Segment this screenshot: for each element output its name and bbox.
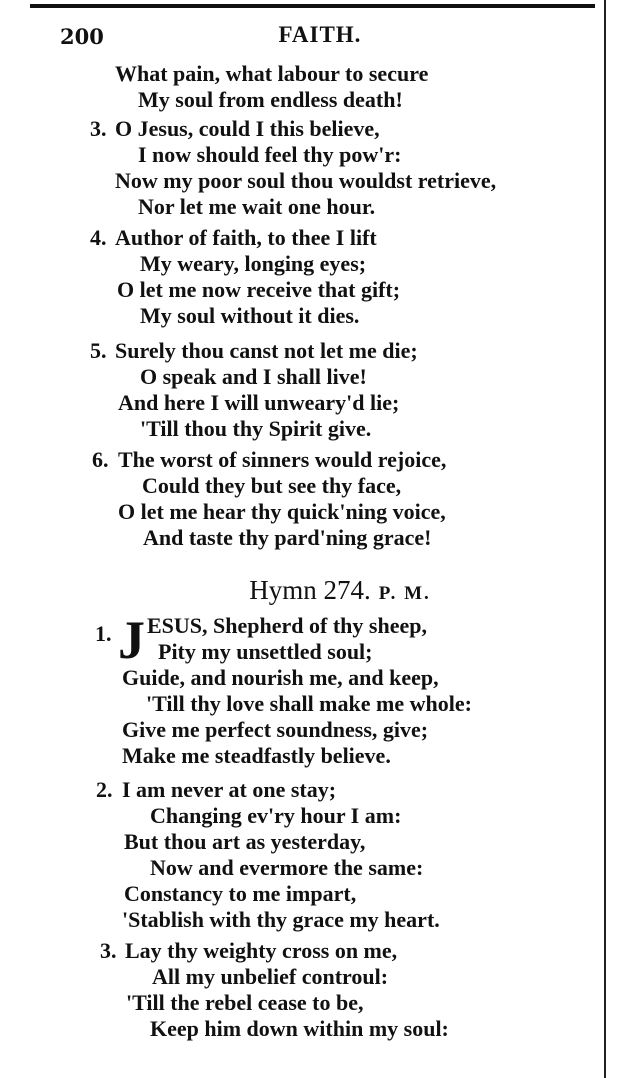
hymn-meter: P. M.: [378, 583, 431, 604]
verse-line: 'Till thy love shall make me whole:: [146, 691, 472, 716]
verse-line: What pain, what labour to secure: [115, 61, 429, 86]
verse-line: I now should feel thy pow'r:: [138, 142, 402, 167]
verse-line: Now my poor soul thou wouldst retrieve,: [115, 168, 497, 193]
drop-cap: J: [118, 610, 145, 670]
stanza-number: 5.: [90, 338, 107, 363]
verse-line: Pity my unsettled soul;: [158, 639, 373, 664]
stanza-number: 1.: [95, 621, 112, 646]
verse-line: But thou art as yesterday,: [124, 829, 366, 854]
verse-line: The worst of sinners would rejoice,: [118, 447, 447, 472]
verse-line: 'Till the rebel cease to be,: [126, 990, 364, 1015]
stanza-number: 3.: [100, 938, 117, 963]
verse-line: ESUS, Shepherd of thy sheep,: [147, 613, 427, 638]
page-edge-top: [30, 4, 595, 8]
verse-line: 'Till thou thy Spirit give.: [140, 416, 372, 441]
verse-line: Changing ev'ry hour I am:: [150, 803, 402, 828]
verse-line: Constancy to me impart,: [124, 881, 357, 906]
verse-line: Give me perfect soundness, give;: [122, 717, 429, 742]
stanza-number: 2.: [96, 777, 113, 802]
verse-line: My soul from endless death!: [138, 87, 403, 112]
hymn-title: [0, 575, 640, 609]
verse-line: Keep him down within my soul:: [150, 1016, 449, 1041]
verse-line: And here I will unweary'd lie;: [118, 390, 400, 415]
verse-line: Nor let me wait one hour.: [138, 194, 376, 219]
stanza-number: 3.: [90, 116, 107, 141]
verse-line: O let me now receive that gift;: [117, 277, 401, 302]
verse-line: Could they but see thy face,: [142, 473, 402, 498]
verse-line: Now and evermore the same:: [150, 855, 424, 880]
running-title: FAITH.: [278, 22, 362, 47]
verse-line: Author of faith, to thee I lift: [115, 225, 377, 250]
verse-line: Lay thy weighty cross on me,: [125, 938, 398, 963]
verse-line: Guide, and nourish me, and keep,: [122, 665, 439, 690]
verse-line: All my unbelief controul:: [152, 964, 389, 989]
verse-line: My soul without it dies.: [140, 303, 360, 328]
stanza-number: 6.: [92, 447, 109, 472]
verse-line: And taste thy pard'ning grace!: [143, 525, 432, 550]
hymn-number: Hymn 274.: [249, 575, 371, 605]
verse-line: I am never at one stay;: [122, 777, 337, 802]
verse-line: O let me hear thy quick'ning voice,: [118, 499, 446, 524]
verse-line: Surely thou canst not let me die;: [115, 338, 418, 363]
page-number: 200: [60, 24, 104, 49]
verse-line: My weary, longing eyes;: [140, 251, 367, 276]
page-header: [60, 22, 560, 52]
verse-line: 'Stablish with thy grace my heart.: [122, 907, 440, 932]
page-edge-right: [604, 0, 606, 1078]
verse-line: Make me steadfastly believe.: [122, 743, 391, 768]
verse-line: O Jesus, could I this believe,: [115, 116, 380, 141]
stanza-number: 4.: [90, 225, 107, 250]
verse-line: O speak and I shall live!: [140, 364, 367, 389]
